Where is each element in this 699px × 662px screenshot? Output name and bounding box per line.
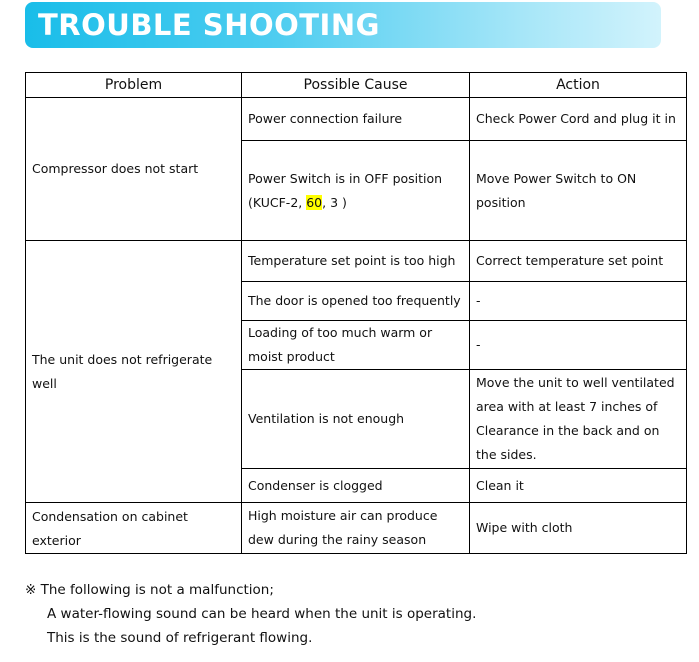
action-cell: Move the unit to well ventilated area with at least 7 inches of Clearance in the back and on the sides. <box>470 370 687 469</box>
header-action: Action <box>470 73 687 98</box>
action-cell: Correct temperature set point <box>470 241 687 282</box>
action-cell: Check Power Cord and plug it in <box>470 98 687 141</box>
action-cell: - <box>470 321 687 370</box>
table-row <box>26 503 687 554</box>
cause-cell: Condenser is clogged <box>242 469 470 503</box>
action-cell: Move Power Switch to ON position <box>470 141 687 241</box>
cause-text-end: , 3 ) <box>322 194 347 210</box>
problem-cell: The unit does not refrigerate well <box>26 241 242 503</box>
cause-cell <box>242 141 470 241</box>
note-heading: ※ The following is not a malfunction; <box>25 582 274 598</box>
action-cell: - <box>470 282 687 321</box>
header-problem: Problem <box>26 73 242 98</box>
highlighted-model-number: 60 <box>306 194 323 210</box>
cause-cell: Power connection failure <box>242 98 470 141</box>
troubleshooting-table <box>25 72 687 554</box>
cause-text: Power Switch is in OFF position (KUCF-2, <box>248 170 443 210</box>
problem-cell: Condensation on cabinet exterior <box>26 503 242 554</box>
cause-cell: Temperature set point is too high <box>242 241 470 282</box>
header-possible-cause: Possible Cause <box>242 73 470 98</box>
cause-cell: Loading of too much warm or moist product <box>242 321 470 370</box>
action-cell: Wipe with cloth <box>470 503 687 554</box>
page-title: TROUBLE SHOOTING <box>38 8 380 42</box>
cause-cell: The door is opened too frequently <box>242 282 470 321</box>
malfunction-note <box>25 578 476 650</box>
problem-cell: Compressor does not start <box>26 98 242 241</box>
action-cell: Clean it <box>470 469 687 503</box>
note-line: A water-flowing sound can be heard when the unit is operating. <box>47 606 477 622</box>
table-row <box>26 241 687 282</box>
note-line: This is the sound of refrigerant flowing. <box>47 630 313 646</box>
table-header-row <box>26 73 687 98</box>
title-banner <box>25 2 661 48</box>
cause-cell: High moisture air can produce dew during the rainy season <box>242 503 470 554</box>
cause-cell: Ventilation is not enough <box>242 370 470 469</box>
table-row <box>26 98 687 141</box>
